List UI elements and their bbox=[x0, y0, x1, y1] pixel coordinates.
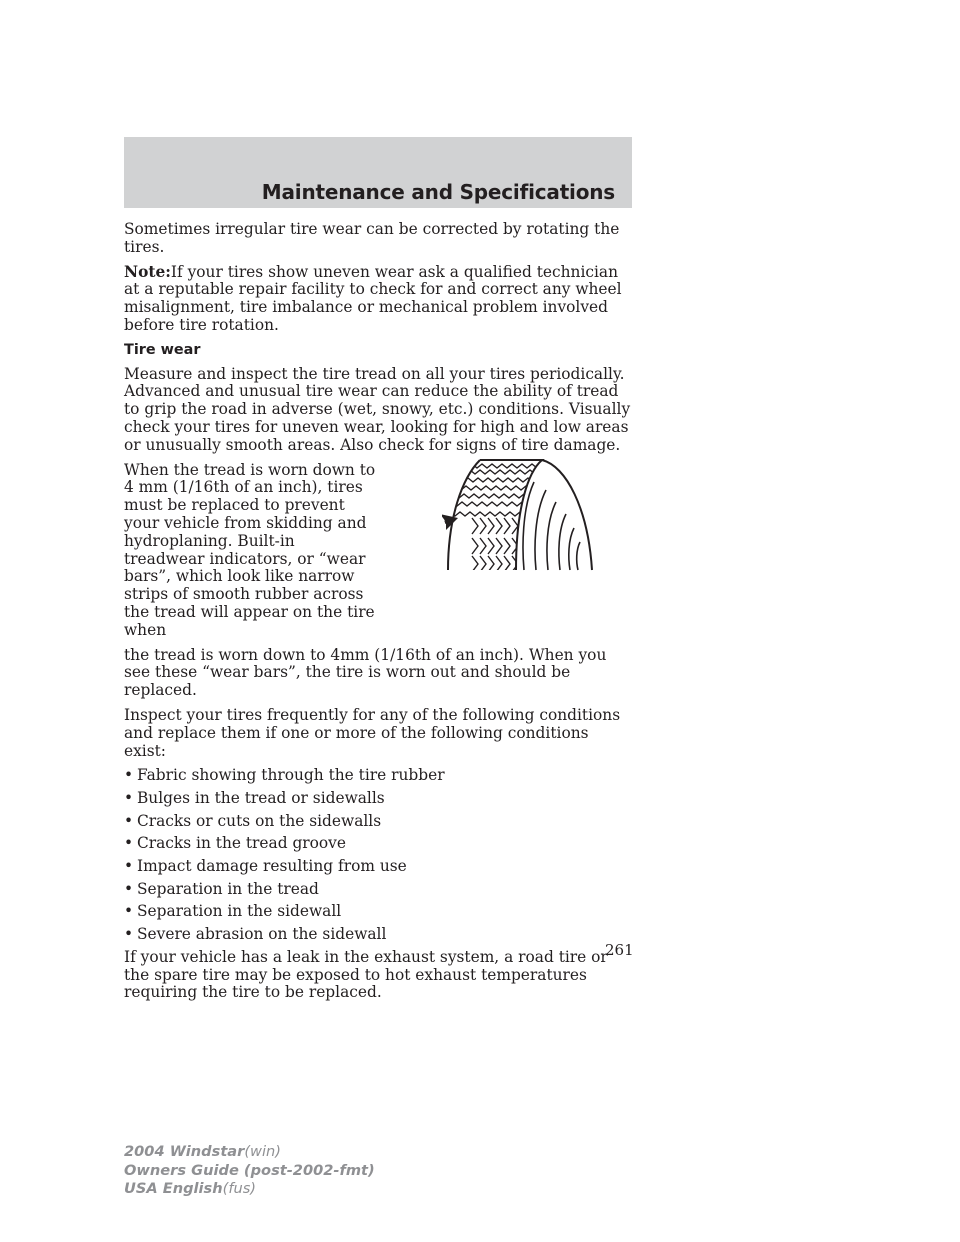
footer-line-3 bbox=[124, 1180, 375, 1199]
bullet-icon: • bbox=[124, 925, 134, 944]
condition-item bbox=[124, 790, 634, 808]
exhaust-paragraph: If your vehicle has a leak in the exhaust system, a road tire or the spare tire may be exposed to hot exhaust temperatures requiring the tire to be replaced. bbox=[124, 947, 608, 1002]
page-number: 261 bbox=[605, 941, 634, 959]
condition-text: Bulges in the tread or sidewalls bbox=[137, 789, 385, 807]
bullet-icon: • bbox=[124, 811, 134, 830]
condition-text: Fabric showing through the tire rubber bbox=[137, 766, 445, 785]
footer-guide: Owners Guide (post-2002-fmt) bbox=[124, 1161, 375, 1179]
condition-item bbox=[124, 926, 634, 944]
condition-item bbox=[124, 767, 634, 785]
condition-text: Cracks in the tread groove bbox=[137, 834, 346, 853]
intro-paragraph: Sometimes irregular tire wear can be corrected by rotating the tires. bbox=[124, 220, 620, 256]
bullet-icon: • bbox=[124, 834, 134, 853]
footer-line-1 bbox=[124, 1143, 375, 1162]
footer-line-2 bbox=[124, 1162, 375, 1181]
footer-language-code: (fus) bbox=[222, 1180, 257, 1198]
note-paragraph bbox=[124, 264, 634, 335]
wear-bar-block bbox=[124, 462, 634, 640]
wear-bar-paragraph: When the tread is worn down to 4 mm (1/16th of an inch), tires must be replaced to prevent your vehicle from skidding and hydroplaning. Built-in treadwear indicators, or “wear bars”, which look like narrow strips of smooth rubber across the tread will appear on the tire when bbox=[124, 460, 376, 639]
condition-text: Severe abrasion on the sidewall bbox=[137, 925, 387, 944]
bullet-icon: • bbox=[124, 789, 134, 807]
condition-text: Impact damage resulting from use bbox=[137, 857, 407, 876]
inspection-paragraph: Measure and inspect the tire tread on all your tires periodically. Advanced and unusual tire wear can reduce the ability of tread to grip the road in adverse (wet, snowy, etc.) conditions. Visually check your tires for uneven wear, looking for high and low areas or unusually smooth areas. Also check for signs of tire damage. bbox=[124, 364, 631, 454]
section-title: Maintenance and Specifications bbox=[261, 180, 615, 204]
bullet-icon: • bbox=[124, 857, 134, 876]
condition-item bbox=[124, 881, 634, 899]
footer-language: USA English bbox=[124, 1180, 223, 1198]
condition-text: Separation in the tread bbox=[137, 879, 319, 898]
footer-info bbox=[124, 1143, 375, 1199]
condition-item bbox=[124, 903, 634, 921]
wear-bar-continued: the tread is worn down to 4mm (1/16th of an inch). When you see these “wear bars”, the tire is worn out and should be replaced. bbox=[124, 645, 607, 700]
tire-wear-heading: Tire wear bbox=[124, 341, 201, 358]
bullet-icon: • bbox=[124, 902, 134, 921]
condition-text: Cracks or cuts on the sidewalls bbox=[137, 811, 382, 830]
conditions-intro: Inspect your tires frequently for any of the following conditions and replace them if one or more of the following conditions exist: bbox=[124, 705, 621, 760]
tire-tread-wear-bar-illustration-icon bbox=[442, 458, 634, 576]
conditions-list bbox=[124, 767, 634, 944]
condition-item bbox=[124, 858, 634, 876]
footer-model-code: (win) bbox=[244, 1143, 281, 1160]
condition-item bbox=[124, 835, 634, 853]
header-band bbox=[124, 137, 632, 208]
note-label: Note: bbox=[124, 262, 171, 281]
note-text: If your tires show uneven wear ask a qualified technician at a reputable repair facility to check for and correct any wheel misalignment, tire imbalance or mechanical problem involved before tire rotation. bbox=[124, 262, 622, 334]
footer-model: 2004 Windstar bbox=[124, 1143, 245, 1160]
bullet-icon: • bbox=[124, 879, 134, 898]
page-content bbox=[124, 221, 634, 1009]
condition-text: Separation in the sidewall bbox=[137, 902, 342, 921]
condition-item bbox=[124, 813, 634, 831]
bullet-icon: • bbox=[124, 766, 134, 785]
